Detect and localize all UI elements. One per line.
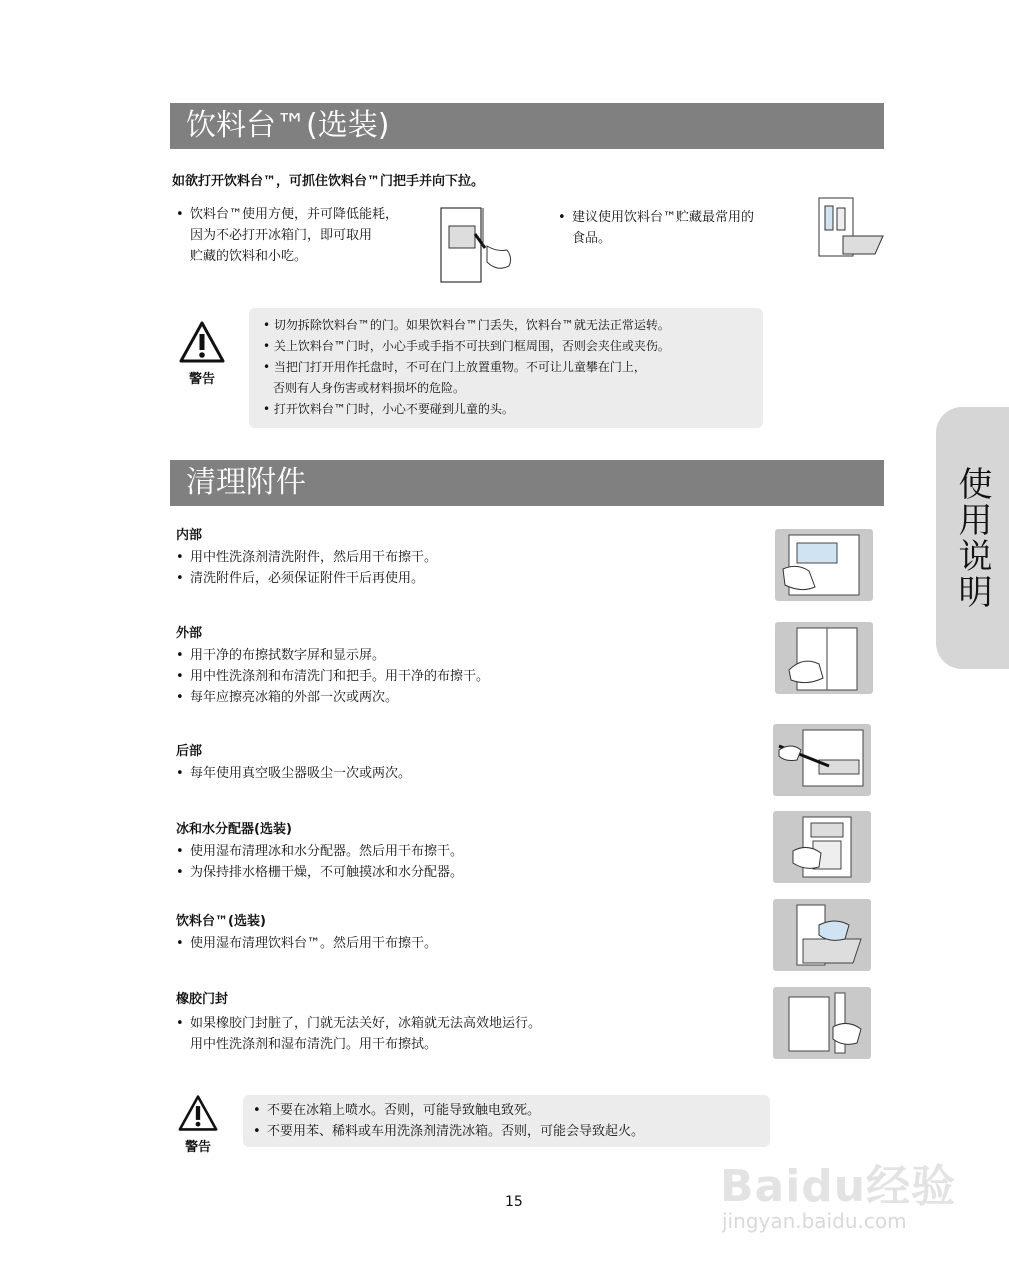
warning-box-1 — [249, 308, 763, 428]
warning-item: • 不要用苯、稀料或车用洗涤剂清洗冰箱。否则，可能会导致起火。 — [253, 1124, 645, 1139]
group-list-dispenser — [176, 841, 463, 883]
warning-item: • 不要在冰箱上喷水。否则，可能导致触电致死。 — [253, 1103, 541, 1118]
watermark-url: jingyan.baidu.com — [722, 1209, 907, 1233]
warning-triangle-icon — [178, 320, 226, 364]
list-item: • 使用湿布清理冰和水分配器。然后用干布擦干。 — [176, 844, 464, 859]
group-list-interior — [176, 547, 437, 589]
warning-item: • 当把门打开用作托盘时，不可在门上放置重物。不可让儿童攀在门上， — [263, 360, 646, 374]
list-item: • 如果橡胶门封脏了，门就无法关好，冰箱就无法高效地运行。 — [176, 1016, 542, 1031]
section-header-beverage-station — [170, 103, 884, 149]
page-number: 15 — [505, 1194, 523, 1210]
warning-label: 警告 — [188, 372, 215, 387]
list-item-continuation: 用中性洗涤剂和湿布清洗门。用干布擦拭。 — [190, 1037, 438, 1052]
exterior-cleaning-image — [775, 622, 873, 694]
list-item: • 每年应擦亮冰箱的外部一次或两次。 — [176, 690, 399, 705]
group-list-exterior — [176, 645, 489, 708]
list-item: • 为保持排水格栅干燥，不可触摸冰和水分配器。 — [176, 865, 464, 880]
right-bullet: • 建议使用饮料台™贮藏最常用的 食品。 — [558, 210, 755, 246]
group-heading-rear: 后部 — [176, 744, 203, 759]
warning-box-2 — [243, 1095, 770, 1147]
group-list-door-gasket — [176, 1013, 541, 1055]
list-item: • 用中性洗涤剂清洗附件，然后用干布擦干。 — [176, 550, 438, 565]
group-heading-beverage-station: 饮料台™(选装) — [176, 914, 266, 929]
side-tab-label: 使用说明 — [952, 466, 992, 610]
warning-item-continuation: 否则有人身伤害或材料损坏的危险。 — [273, 381, 466, 395]
list-item: • 使用湿布清理饮料台™。然后用干布擦干。 — [176, 936, 438, 951]
group-heading-door-gasket: 橡胶门封 — [176, 992, 229, 1007]
intro-text: 如欲打开饮料台™，可抓住饮料台™门把手并向下拉。 — [172, 174, 485, 189]
beverage-station-cleaning-image — [773, 899, 871, 971]
warning-label: 警告 — [184, 1140, 211, 1155]
warning-block-1 — [177, 320, 227, 387]
list-item: • 用中性洗涤剂和布清洗门和把手。用干净的布擦干。 — [176, 669, 490, 684]
door-open-illustration — [437, 206, 515, 284]
warning-item: • 切勿拆除饮料台™的门。如果饮料台™门丢失，饮料台™就无法正常运转。 — [263, 318, 670, 332]
group-list-beverage-station — [176, 933, 437, 954]
group-heading-exterior: 外部 — [176, 626, 203, 641]
list-item: • 用干净的布擦拭数字屏和显示屏。 — [176, 648, 386, 663]
warning-item: • 打开饮料台™门时，小心不要碰到儿童的头。 — [263, 402, 514, 416]
warning-triangle-icon — [177, 1094, 219, 1132]
warning-block-2 — [176, 1094, 220, 1155]
group-heading-dispenser: 冰和水分配器(选装) — [176, 822, 292, 837]
interior-cleaning-image — [775, 529, 873, 601]
section-title: 清理附件 — [186, 465, 306, 500]
door-gasket-cleaning-image — [773, 987, 871, 1059]
beverage-station-illustration — [815, 196, 885, 262]
dispenser-cleaning-image — [773, 811, 871, 883]
group-list-rear — [176, 763, 411, 784]
section-header-cleaning — [170, 460, 884, 506]
side-chapter-tab — [936, 407, 1009, 669]
rear-vacuum-image — [773, 724, 871, 796]
list-item: • 每年使用真空吸尘器吸尘一次或两次。 — [176, 766, 412, 781]
section-title: 饮料台™(选装) — [186, 108, 390, 143]
group-heading-interior: 内部 — [176, 528, 203, 543]
warning-item: • 关上饮料台™门时，小心手或手指不可扶到门框周围，否则会夹住或夹伤。 — [263, 339, 670, 353]
left-bullet: • 饮料台™使用方便，并可降低能耗， 因为不必打开冰箱门，即可取用 贮藏的饮料和小吃。 — [176, 207, 399, 264]
list-item: • 清洗附件后，必须保证附件干后再使用。 — [176, 571, 425, 586]
watermark-logo: Baidu经验 — [720, 1161, 957, 1212]
